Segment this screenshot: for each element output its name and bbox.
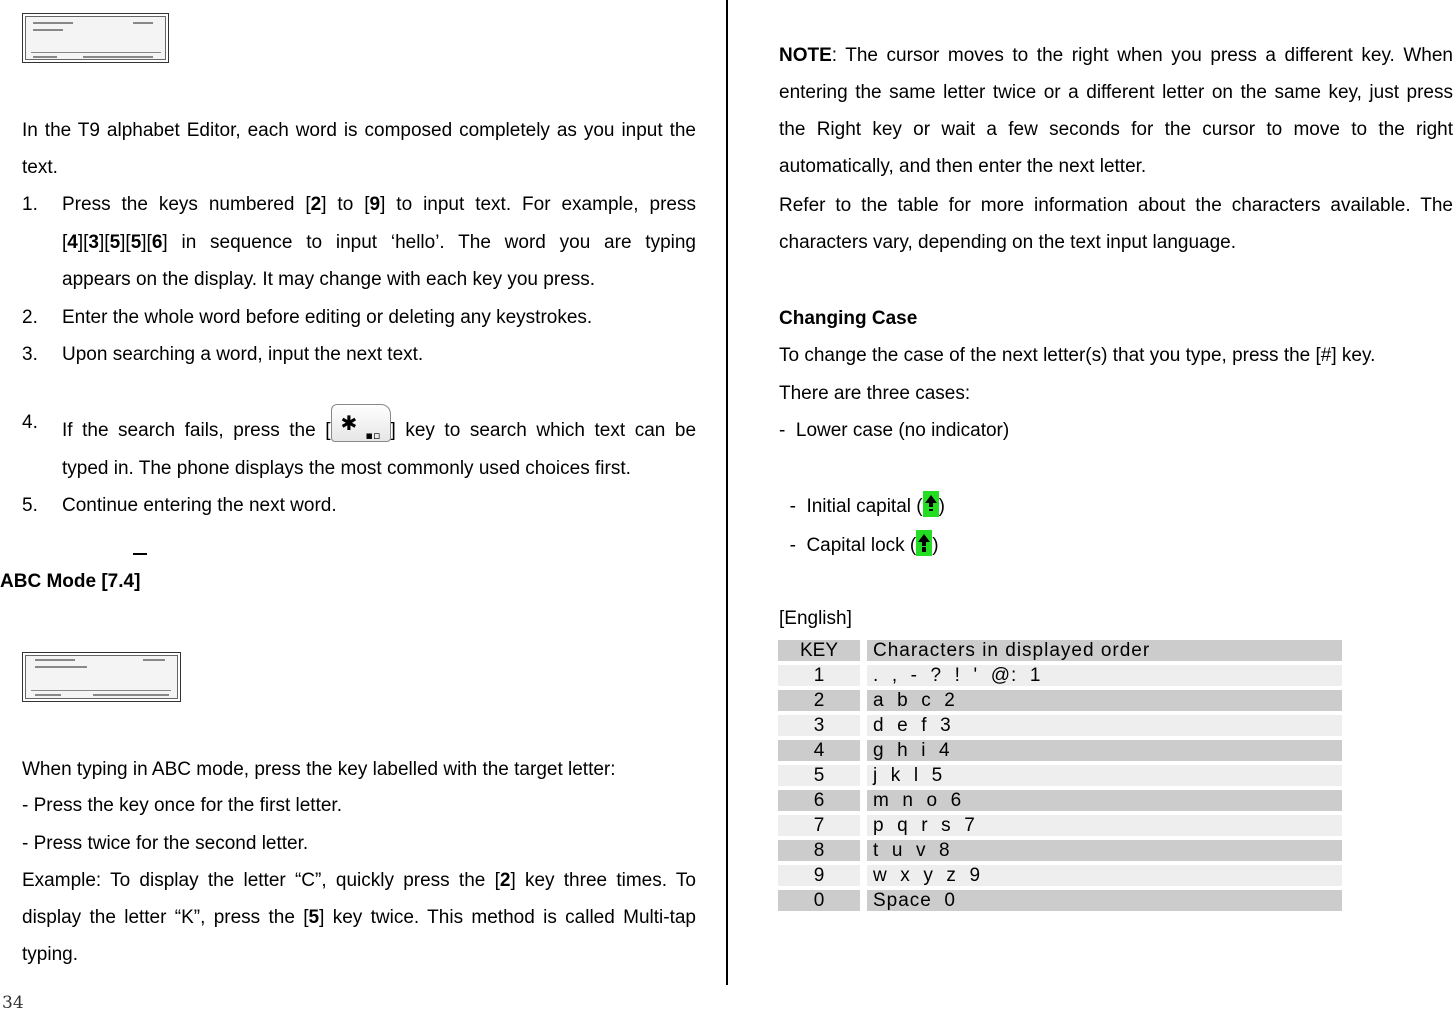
row-chars: g h i 4 bbox=[867, 740, 1342, 761]
t9-screen-thumbnail bbox=[22, 13, 169, 63]
table-row bbox=[778, 690, 1342, 711]
row-chars: j k l 5 bbox=[867, 765, 1342, 786]
row-key: 4 bbox=[778, 740, 860, 761]
row-chars: Space 0 bbox=[867, 890, 1342, 911]
table-row bbox=[778, 715, 1342, 736]
row-chars: w x y z 9 bbox=[867, 865, 1342, 886]
abc-screen-thumbnail bbox=[22, 652, 181, 702]
table-row bbox=[778, 840, 1342, 861]
capital-lock-icon bbox=[916, 530, 932, 556]
row-chars: a b c 2 bbox=[867, 690, 1342, 711]
header-chars: Characters in displayed order bbox=[867, 640, 1342, 661]
table-row bbox=[778, 890, 1342, 911]
table-row bbox=[778, 790, 1342, 811]
step-1-line-2: [4][3][5][5][6] in sequence to input ‘hello’. The word you are typing bbox=[62, 232, 696, 253]
row-key: 0 bbox=[778, 890, 860, 911]
case-capital-lock: - Capital lock ( ) bbox=[779, 490, 939, 564]
star-key-icon: ✱ ▪▫ bbox=[331, 404, 391, 442]
note-paragraph: NOTE: The cursor moves to the right when you press a different key. When entering the same letter twice or a different letter on the same key, just press the Right key or wait a few seconds for the cursor to move to the right automatically, and then enter the next letter. bbox=[779, 45, 1453, 177]
table-row bbox=[778, 740, 1342, 761]
refer-paragraph: Refer to the table for more information about the characters available. The characters vary, depending on the text input language. bbox=[779, 195, 1453, 253]
three-cases: There are three cases: bbox=[779, 383, 971, 404]
step-3-text: Upon searching a word, input the next text. bbox=[62, 344, 424, 365]
row-chars: d e f 3 bbox=[867, 715, 1342, 736]
step-2-text: Enter the whole word before editing or deleting any keystrokes. bbox=[62, 307, 593, 328]
case-initial-capital: - Initial capital ( ) bbox=[779, 451, 945, 525]
step-4-number: 4. bbox=[22, 412, 38, 433]
abc-press-once: - Press the key once for the first letter. bbox=[22, 795, 342, 816]
row-chars: p q r s 7 bbox=[867, 815, 1342, 836]
column-divider bbox=[726, 0, 728, 985]
row-key: 5 bbox=[778, 765, 860, 786]
changing-case-heading: Changing Case bbox=[779, 308, 918, 329]
row-key: 8 bbox=[778, 840, 860, 861]
step-5-text: Continue entering the next word. bbox=[62, 495, 337, 516]
step-3-number: 3. bbox=[22, 344, 38, 365]
row-key: 9 bbox=[778, 865, 860, 886]
row-key: 7 bbox=[778, 815, 860, 836]
case-intro: To change the case of the next letter(s) that you type, press the [#] key. bbox=[779, 345, 1376, 366]
table-row bbox=[778, 765, 1342, 786]
step-4-line-2: typed in. The phone displays the most commonly used choices first. bbox=[62, 458, 631, 479]
row-key: 3 bbox=[778, 715, 860, 736]
row-chars: t u v 8 bbox=[867, 840, 1342, 861]
characters-table bbox=[778, 636, 1342, 915]
t9-intro-paragraph: In the T9 alphabet Editor, each word is composed completely as you input the text. bbox=[22, 120, 696, 178]
row-key: 1 bbox=[778, 665, 860, 686]
table-row bbox=[778, 665, 1342, 686]
abc-intro: When typing in ABC mode, press the key labelled with the target letter: bbox=[22, 759, 616, 780]
case-lower: - Lower case (no indicator) bbox=[779, 420, 1010, 441]
step-4-line-1: If the search fails, press the [ ✱ ▪▫ ] key to search which text can be bbox=[62, 404, 696, 449]
row-chars: . , - ? ! ' @: 1 bbox=[867, 665, 1342, 686]
abc-press-twice: - Press twice for the second letter. bbox=[22, 833, 309, 854]
step-1-number: 1. bbox=[22, 194, 38, 215]
heading-mark bbox=[133, 553, 147, 555]
step-1-line-1: Press the keys numbered [2] to [9] to input text. For example, press bbox=[62, 194, 696, 215]
table-row bbox=[778, 865, 1342, 886]
row-key: 6 bbox=[778, 790, 860, 811]
step-5-number: 5. bbox=[22, 495, 38, 516]
row-chars: m n o 6 bbox=[867, 790, 1342, 811]
step-1-line-3: appears on the display. It may change with each key you press. bbox=[62, 269, 596, 290]
step-2-number: 2. bbox=[22, 307, 38, 328]
abc-example: Example: To display the letter “C”, quickly press the [2] key three times. To display the letter “K”, press the [5] key twice. This method is called Multi-tap typing. bbox=[22, 870, 696, 965]
row-key: 2 bbox=[778, 690, 860, 711]
abc-mode-heading: ABC Mode [7.4] bbox=[0, 571, 141, 592]
table-header-row bbox=[778, 640, 1342, 661]
language-label: [English] bbox=[779, 608, 852, 629]
header-key: KEY bbox=[778, 640, 860, 661]
table-row bbox=[778, 815, 1342, 836]
page-number: 34 bbox=[2, 993, 24, 1013]
